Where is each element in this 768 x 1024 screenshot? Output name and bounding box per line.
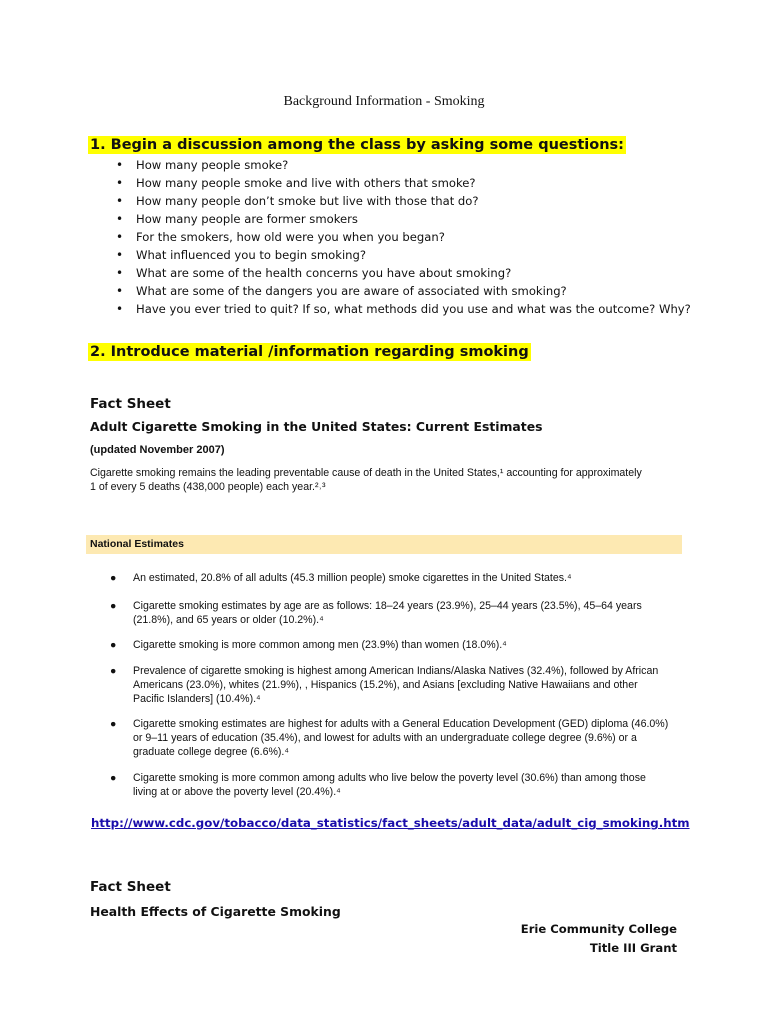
- page-title: Background Information - Smoking: [283, 94, 485, 109]
- list-item: • Have you ever tried to quit? If so, what methods did you use and what was the outcome? Why?: [116, 300, 691, 318]
- national-estimates-heading: National Estimates: [86, 535, 682, 554]
- estimate-text: Cigarette smoking is more common among men (23.9%) than women (18.0%).⁴: [133, 639, 507, 651]
- bullet-icon: ●: [110, 572, 117, 584]
- list-item: [110, 717, 670, 759]
- bullet-icon: ●: [110, 718, 117, 730]
- footer-grant: Title III Grant: [589, 941, 677, 955]
- estimate-text: Prevalence of cigarette smoking is highest among American Indians/Alaska Natives (32.4%), followed by African Americans (23.0%), whites (21.9%), , Hispanics (15.2%), and Asians [excluding Native Hawaiians and other Pacific Islanders] (10.4%).⁴: [133, 665, 659, 705]
- estimate-text: Cigarette smoking is more common among adults who live below the poverty level (30.6%) than among those living at or above the poverty level (20.4%).⁴: [133, 772, 646, 798]
- fact-sheet-2-subtitle: Health Effects of Cigarette Smoking: [90, 904, 341, 919]
- list-item: • For the smokers, how old were you when you began?: [116, 228, 691, 246]
- list-item: [110, 599, 670, 627]
- fact-sheet-1-label: Fact Sheet: [90, 396, 171, 412]
- estimate-text: Cigarette smoking estimates by age are as follows: 18–24 years (23.9%), 25–44 years (23.5%), 45–64 years (21.8%), and 65 years or older (10.2%).⁴: [133, 600, 642, 626]
- bullet-icon: ●: [110, 772, 117, 784]
- bullet-icon: ●: [110, 639, 117, 651]
- intro-paragraph: Cigarette smoking remains the leading preventable cause of death in the United States,¹ accounting for approximately 1 of every 5 deaths (438,000 people) each year.²˒³: [90, 467, 642, 493]
- estimate-text: Cigarette smoking estimates are highest for adults with a General Education Development (GED) diploma (46.0%) or 9–11 years of education (35.4%), and lowest for adults with an undergraduate college degree (9.6%) or a graduate college degree (6.6%).⁴: [133, 718, 669, 758]
- list-item: • What are some of the health concerns you have about smoking?: [116, 264, 691, 282]
- updated-date: (updated November 2007): [90, 444, 225, 456]
- footer-college: Erie Community College: [520, 922, 677, 936]
- list-item: [110, 664, 670, 706]
- list-item: [110, 638, 670, 652]
- list-item: • How many people are former smokers: [116, 210, 691, 228]
- list-item: • How many people smoke and live with others that smoke?: [116, 174, 691, 192]
- section1-heading: 1. Begin a discussion among the class by asking some questions:: [90, 137, 624, 153]
- fact-sheet-2-label: Fact Sheet: [90, 879, 171, 895]
- list-item: • How many people smoke?: [116, 156, 691, 174]
- section2-heading: 2. Introduce material /information regarding smoking: [90, 344, 529, 360]
- fact-sheet-1-subtitle: Adult Cigarette Smoking in the United States: Current Estimates: [90, 419, 543, 434]
- list-item: [110, 771, 670, 799]
- estimate-text: An estimated, 20.8% of all adults (45.3 million people) smoke cigarettes in the United States.⁴: [133, 572, 572, 584]
- list-item: • What influenced you to begin smoking?: [116, 246, 691, 264]
- question-list: [116, 156, 691, 318]
- cdc-fact-sheet-link[interactable]: http://www.cdc.gov/tobacco/data_statistics/fact_sheets/adult_data/adult_cig_smoking.htm: [91, 816, 690, 830]
- bullet-icon: ●: [110, 665, 117, 677]
- list-item: • What are some of the dangers you are aware of associated with smoking?: [116, 282, 691, 300]
- list-item: • How many people don’t smoke but live with those that do?: [116, 192, 691, 210]
- bullet-icon: ●: [110, 600, 117, 612]
- list-item: [110, 571, 670, 585]
